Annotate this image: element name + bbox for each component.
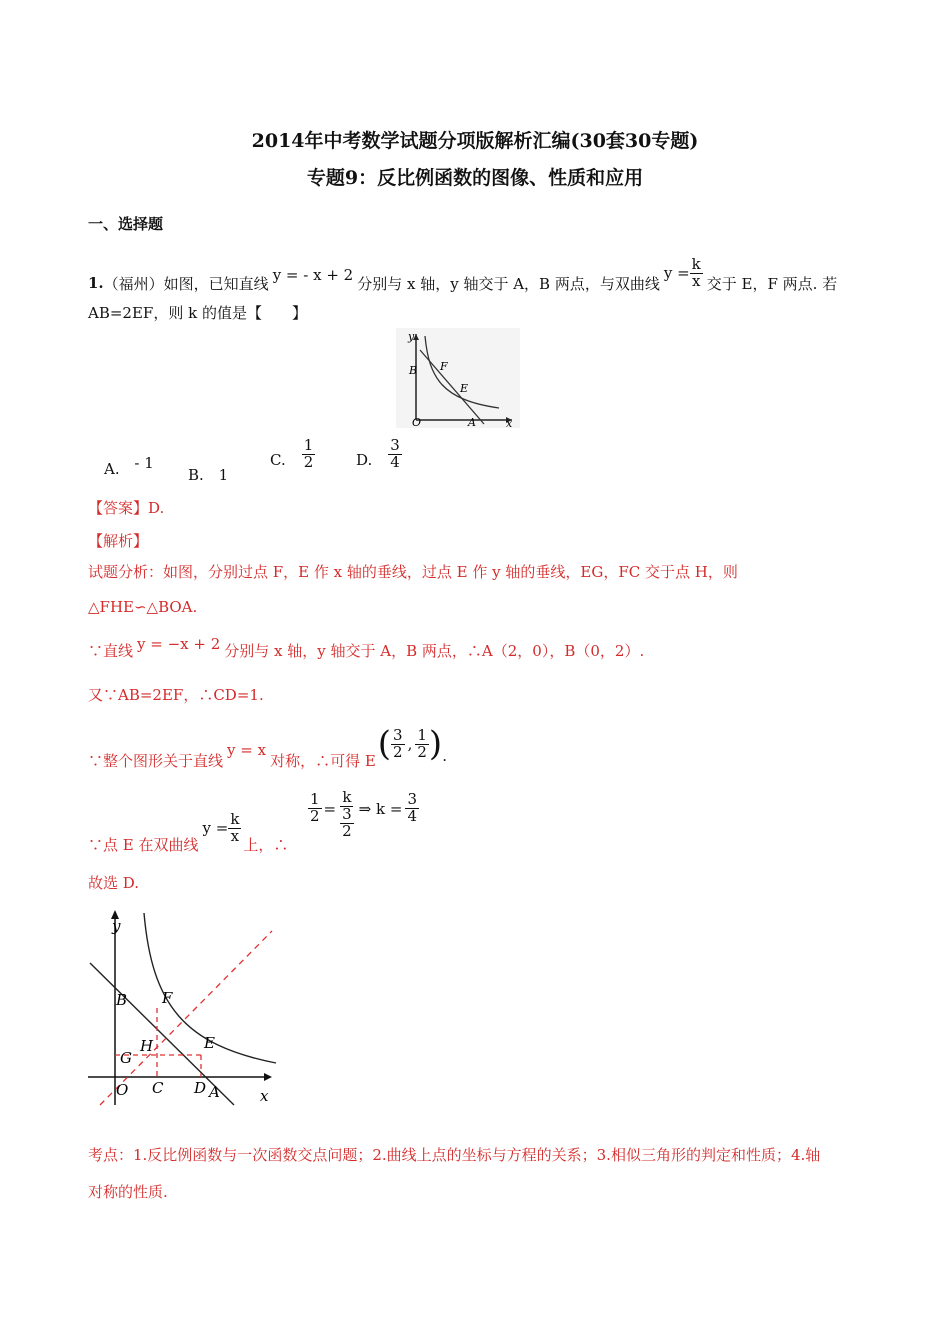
question-source: （福州）如图，已知直线: [103, 274, 269, 293]
fig-label-o: O: [116, 1081, 129, 1099]
option-c-num: 1: [303, 436, 314, 454]
analysis-line-6: [88, 812, 288, 857]
analysis-line-2: △FHE∽△BOA.: [88, 598, 198, 616]
eq-k-fraction: [338, 790, 356, 839]
option-c[interactable]: [270, 438, 315, 471]
eq-k-den: [338, 804, 356, 840]
eq-lhs-den: 2: [310, 806, 320, 825]
fig-label-y: y: [112, 917, 121, 935]
analysis-line-3: [88, 634, 645, 661]
fig-label-g: G: [120, 1049, 132, 1067]
e-y-fraction: [415, 725, 429, 761]
eq-res-den: 4: [407, 806, 417, 825]
small-fig-e: E: [460, 382, 469, 395]
e-period: .: [442, 747, 447, 765]
small-fig-b: B: [409, 364, 418, 377]
line6-lhs: y =: [202, 819, 229, 838]
e-x-num: 3: [393, 725, 403, 744]
fig-label-c: C: [152, 1079, 164, 1097]
fig-label-b: B: [116, 991, 128, 1009]
curve-den: x: [691, 271, 701, 290]
option-b-key: B.: [188, 466, 204, 484]
analysis-line-3-b: 分别与 x 轴，y 轴交于 A，B 两点，∴A（2，0），B（0，2）.: [224, 642, 645, 660]
answer-label: 【答案】D.: [88, 499, 165, 517]
option-a[interactable]: [104, 454, 154, 478]
e-y-num: 1: [417, 725, 427, 744]
analysis-line-3-eq: y = −x + 2: [137, 634, 221, 653]
question-line-2: AB=2EF，则 k 的值是【 】: [88, 304, 307, 322]
eq-in-den: 2: [342, 821, 352, 840]
eq-res-fraction: [405, 792, 419, 825]
paren-close: ): [428, 724, 443, 764]
option-d-fraction: [388, 438, 402, 471]
analysis-label: 【解析】: [88, 532, 149, 550]
curve-lhs: y =: [663, 264, 690, 282]
option-a-key: A.: [104, 460, 120, 478]
question-number: 1.: [88, 274, 104, 292]
curve-num: k: [691, 254, 701, 273]
section-heading: 一、选择题: [88, 215, 164, 233]
analysis-line-3-a: ∵直线: [88, 642, 134, 660]
eq-res-num: 3: [407, 790, 417, 808]
option-c-fraction: [302, 438, 316, 471]
keypoint-line-2: 对称的性质.: [88, 1183, 168, 1201]
analysis-line-6-a: ∵点 E 在双曲线: [88, 835, 199, 854]
eq-equals: =: [323, 800, 337, 818]
option-d-den: 4: [390, 452, 400, 471]
small-fig-o: O: [412, 416, 422, 428]
document-title: 2014年中考数学试题分项版解析汇编(30套30专题): [251, 130, 699, 152]
analysis-line-5: [88, 724, 447, 770]
question-text-end: 交于 E，F 两点. 若: [706, 274, 838, 293]
point-e-coords: [378, 724, 447, 764]
document-subtitle: 专题9：反比例函数的图像、性质和应用: [306, 167, 644, 189]
question-line-1: [88, 254, 838, 298]
analysis-line-7: 故选 D.: [88, 874, 140, 892]
line6-fraction: [228, 812, 241, 845]
small-fig-x: x: [506, 417, 513, 428]
line6-curve: [203, 812, 242, 845]
option-d-num: 3: [390, 436, 400, 454]
small-fig-f: F: [440, 360, 448, 373]
eq-implies: ⇒ k =: [358, 800, 403, 818]
option-b[interactable]: [188, 466, 228, 484]
keypoint-line-1: 考点：1.反比例函数与一次函数交点问题；2.曲线上点的坐标与方程的关系；3.相似三角形的判定和性质；4.轴: [88, 1146, 821, 1164]
e-separator: ,: [407, 735, 413, 753]
analysis-line-5-b: 对称，∴可得 E: [270, 751, 376, 770]
curve-equation: [663, 254, 703, 290]
option-d-key: D.: [356, 450, 373, 469]
k-equation: [308, 790, 419, 839]
line6-num: k: [230, 810, 240, 828]
eq-lhs-fraction: [308, 792, 322, 825]
small-fig-a: A: [468, 416, 476, 428]
eq-lhs-num: 1: [310, 790, 320, 808]
analysis-line-4: 又∵AB=2EF，∴CD=1.: [88, 686, 264, 704]
fig-label-h: H: [140, 1037, 154, 1055]
small-fig-y: y: [408, 330, 415, 343]
option-b-value: 1: [218, 466, 229, 484]
paren-open: (: [377, 724, 392, 764]
eq-k-num: k: [342, 788, 352, 806]
e-x-fraction: [391, 725, 405, 761]
option-c-key: C.: [270, 450, 286, 469]
solution-figure: [84, 905, 284, 1110]
option-d[interactable]: [356, 438, 402, 471]
question-text-mid: 分别与 x 轴，y 轴交于 A，B 两点，与双曲线: [357, 274, 660, 293]
analysis-line-1: 试题分析：如图，分别过点 F，E 作 x 轴的垂线，过点 E 作 y 轴的垂线，EG，FC 交于点 H，则: [88, 563, 738, 581]
e-x-den: 2: [393, 742, 403, 761]
fig-label-f: F: [162, 989, 173, 1007]
analysis-line-6-b: 上，∴: [243, 835, 289, 854]
analysis-line-5-eq: y = x: [227, 741, 267, 759]
e-y-den: 2: [417, 742, 427, 761]
option-c-den: 2: [303, 452, 314, 471]
line6-den: x: [230, 826, 240, 845]
fig-label-d: D: [194, 1079, 207, 1097]
eq-in-num: 3: [342, 804, 352, 823]
option-a-value: - 1: [134, 454, 154, 472]
analysis-line-5-a: ∵整个图形关于直线: [88, 751, 224, 770]
curve-fraction: [690, 254, 703, 290]
question-figure: [396, 328, 520, 428]
line-equation: y = - x + 2: [272, 266, 354, 284]
fig-label-x: x: [260, 1087, 269, 1105]
fig-label-a: A: [209, 1083, 220, 1101]
fig-label-e: E: [204, 1034, 215, 1052]
